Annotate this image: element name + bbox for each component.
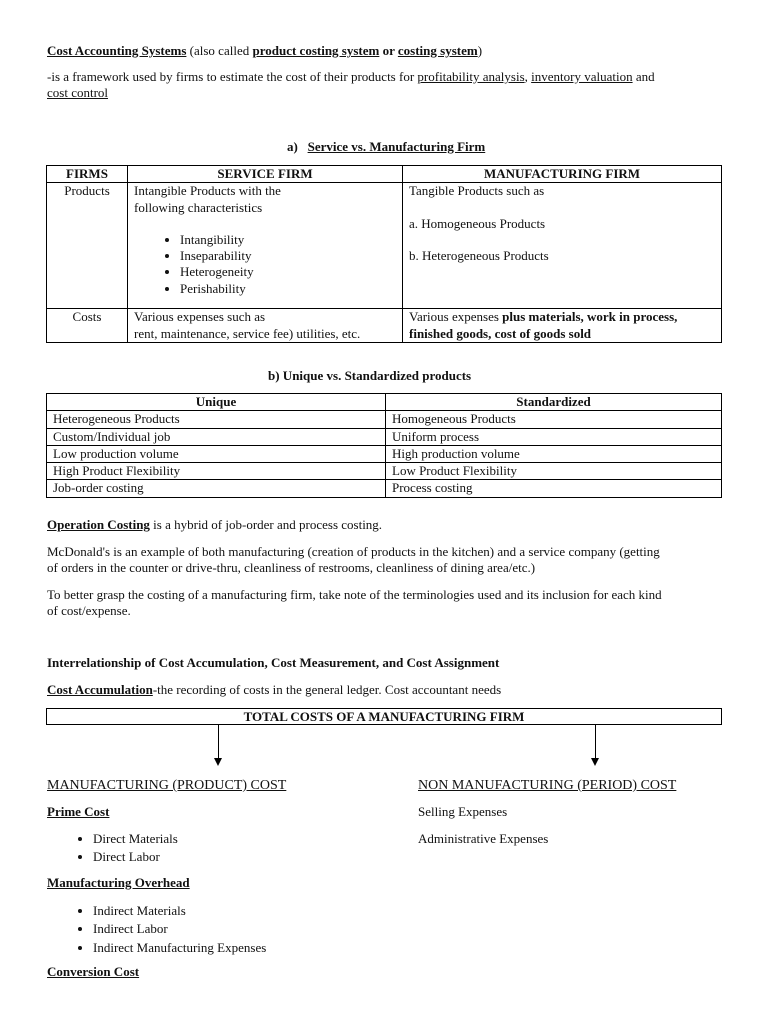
table-cell: High production volume: [386, 445, 722, 462]
list-item: • Indirect Manufacturing Expenses: [93, 940, 266, 956]
arrow-down-icon: [214, 758, 222, 766]
mfg-costs-cell: [403, 309, 722, 343]
mfg-products-b: b. Heterogeneous Products: [409, 247, 549, 263]
table-cell: Uniform process: [386, 428, 722, 445]
header-firms: FIRMS: [47, 166, 128, 183]
close-paren: ): [477, 43, 483, 58]
service-characteristics-list: [134, 232, 396, 297]
manufacturing-overhead-heading: Manufacturing Overhead: [47, 875, 190, 890]
or-text: or: [379, 43, 398, 58]
total-costs-box: TOTAL COSTS OF A MANUFACTURING FIRM: [46, 708, 722, 725]
section-a-title: [287, 139, 485, 155]
product-costing-system-term: product costing system: [252, 43, 380, 58]
mfg-products-a: a. Homogeneous Products: [409, 215, 546, 231]
list-item: • Direct Materials: [93, 831, 178, 847]
operation-costing-term: Operation Costing: [47, 517, 150, 532]
table-cell: Low Product Flexibility: [386, 463, 722, 480]
service-costs-cell: [128, 309, 403, 343]
prime-cost-heading: Prime Cost: [47, 804, 110, 819]
cost-accounting-systems-term: Cost Accounting Systems: [47, 43, 187, 58]
cost-accumulation-paragraph: [47, 682, 501, 698]
service-products-line2: following characteristics: [134, 199, 263, 215]
selling-expenses: Selling Expenses: [418, 804, 508, 819]
also-called-text: (also called: [186, 43, 253, 58]
costs-label: Costs: [47, 309, 128, 343]
list-item: • Heterogeneity: [180, 264, 396, 280]
overhead-list: [47, 903, 266, 956]
grasp-paragraph: [47, 587, 737, 620]
section-b-title: b) Unique vs. Standardized products: [268, 368, 472, 383]
mcdonalds-line2: of orders in the counter or drive-thru, cleanliness of restrooms, cleanliness of dining area/etc.): [47, 560, 536, 576]
cost-accumulation-term: Cost Accumulation: [47, 682, 153, 697]
operation-costing-paragraph: [47, 517, 382, 533]
manufacturing-title-text: MANUFACTURING (PRODUCT) COST: [47, 778, 287, 793]
non-manufacturing-cost-title: [418, 777, 676, 795]
costing-system-term: costing system: [397, 43, 478, 58]
section-a-heading: Service vs. Manufacturing Firm: [307, 139, 486, 154]
grasp-line2: of cost/expense.: [47, 603, 131, 619]
mfg-products-line1: Tangible Products such as: [409, 183, 545, 199]
table-cell: Process costing: [386, 480, 722, 497]
non-manufacturing-title-text: NON MANUFACTURING (PERIOD) COST: [418, 778, 677, 793]
header-unique: Unique: [47, 394, 386, 411]
document-heading: [47, 43, 482, 59]
inventory-valuation-link: inventory valuation: [531, 69, 633, 84]
mfg-costs-bold2: finished goods, cost of goods sold: [409, 325, 592, 341]
interrelationship-heading: Interrelationship of Cost Accumulation, Cost Measurement, and Cost Assignment: [47, 655, 500, 670]
table-row: [47, 480, 722, 497]
administrative-expenses: Administrative Expenses: [418, 831, 549, 846]
operation-costing-text: is a hybrid of job-order and process costing.: [149, 517, 383, 532]
list-item: • Inseparability: [180, 248, 396, 264]
mcdonalds-line1: McDonald's is an example of both manufacturing (creation of products in the kitchen) and a service company (getting: [47, 544, 660, 559]
section-a-label: a): [287, 139, 298, 154]
manufacturing-cost-title: [47, 777, 286, 795]
list-item: • Indirect Labor: [93, 921, 266, 937]
comma: ,: [524, 69, 532, 84]
mfg-products-cell: [403, 183, 722, 309]
table-cell: Low production volume: [47, 445, 386, 462]
profitability-analysis-link: profitability analysis: [417, 69, 525, 84]
mfg-costs-bold1: plus materials, work in process,: [502, 309, 678, 325]
service-vs-manufacturing-table: [46, 165, 722, 343]
list-item: • Indirect Materials: [93, 903, 266, 919]
mcdonalds-paragraph: [47, 544, 737, 577]
service-costs-line1: Various expenses such as: [134, 309, 266, 325]
header-standardized: Standardized: [386, 394, 722, 411]
service-products-line1: Intangible Products with the: [134, 183, 281, 199]
mfg-costs-pre: Various expenses: [409, 309, 503, 325]
cost-control-link: cost control: [47, 85, 109, 101]
header-service-firm: SERVICE FIRM: [128, 166, 403, 183]
prime-cost-list: [47, 831, 178, 866]
list-item: • Perishability: [180, 281, 396, 297]
arrow-left-line: [218, 725, 219, 759]
table-cell: High Product Flexibility: [47, 463, 386, 480]
arrow-down-icon: [591, 758, 599, 766]
table-row: [47, 411, 722, 428]
table-cell: Job-order costing: [47, 480, 386, 497]
table-cell: Custom/Individual job: [47, 428, 386, 445]
unique-vs-standardized-table: [46, 393, 722, 498]
list-item: • Intangibility: [180, 232, 396, 248]
table-cell: Heterogeneous Products: [47, 411, 386, 428]
and-text: and: [632, 69, 655, 84]
service-costs-line2: rent, maintenance, service fee) utilities, etc.: [134, 325, 361, 341]
table-row: [47, 428, 722, 445]
definition-paragraph: [47, 69, 727, 102]
arrow-right-line: [595, 725, 596, 759]
definition-text: -is a framework used by firms to estimate the cost of their products for: [47, 69, 418, 84]
conversion-cost-heading: Conversion Cost: [47, 964, 140, 979]
products-label: Products: [47, 183, 128, 309]
header-manufacturing-firm: MANUFACTURING FIRM: [403, 166, 722, 183]
list-item: • Direct Labor: [93, 849, 178, 865]
cost-accumulation-text: -the recording of costs in the general ledger. Cost accountant needs: [152, 682, 502, 697]
table-row: [47, 463, 722, 480]
table-row: [47, 445, 722, 462]
table-cell: Homogeneous Products: [386, 411, 722, 428]
grasp-line1: To better grasp the costing of a manufacturing firm, take note of the terminologies used and its inclusion for each kind: [47, 587, 662, 602]
service-products-cell: [128, 183, 403, 309]
